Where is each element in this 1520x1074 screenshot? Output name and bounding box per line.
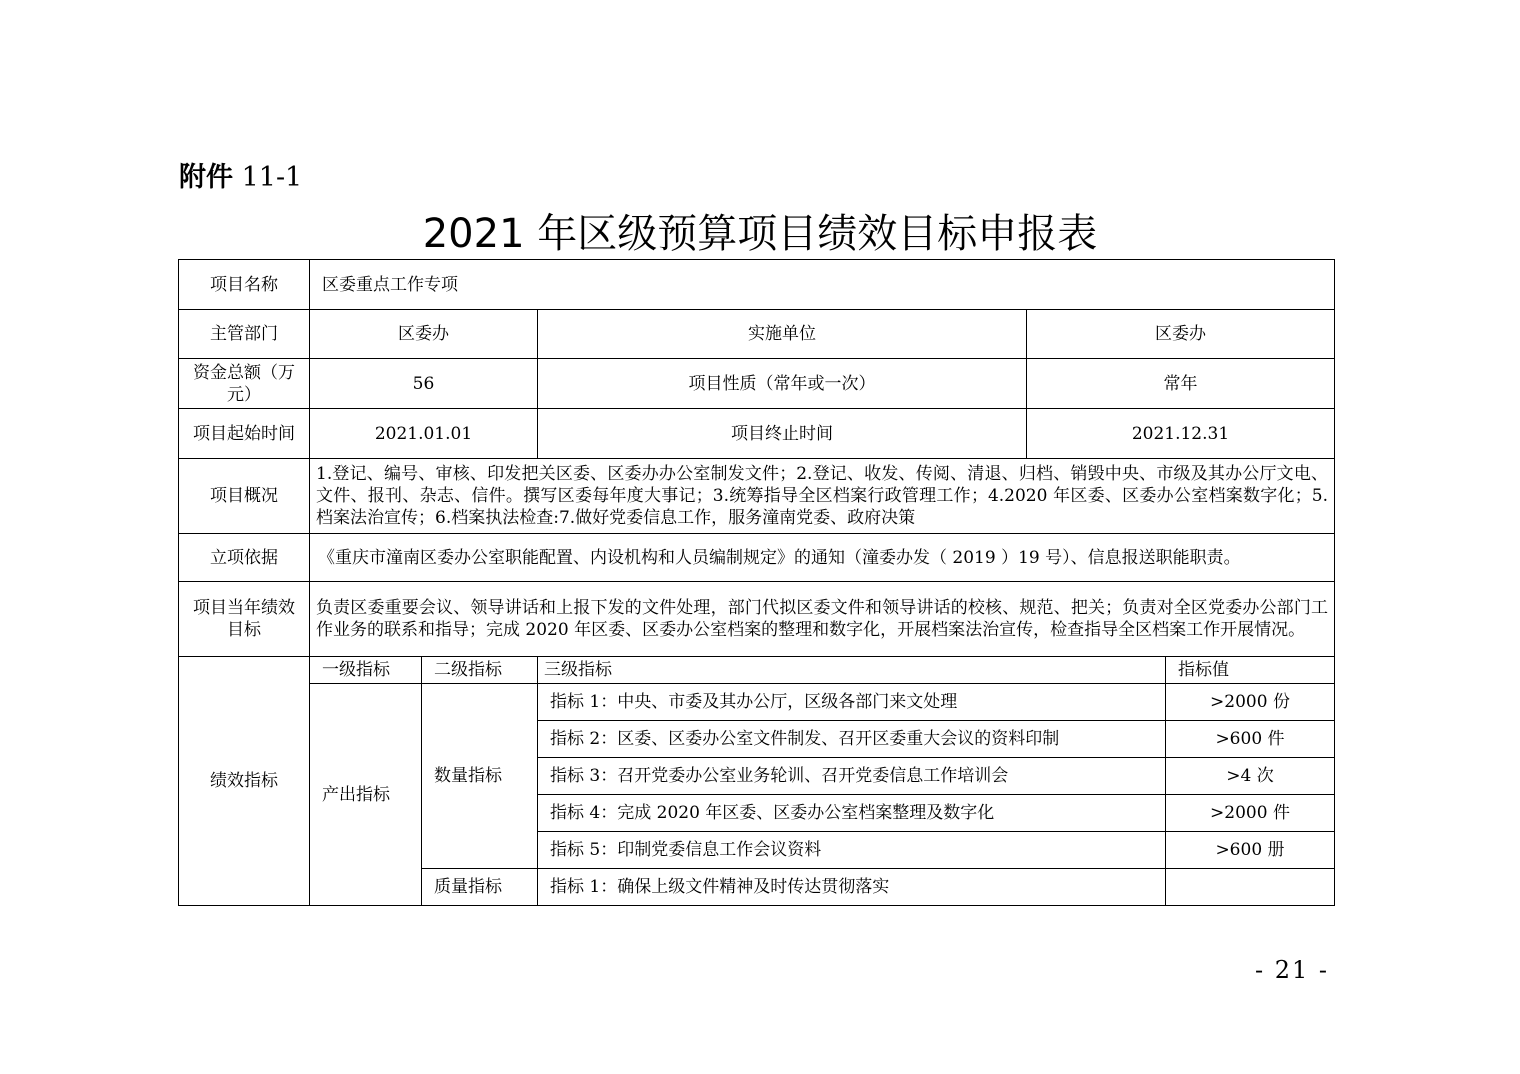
indicator-value: >600 件 — [1166, 721, 1335, 758]
attachment-number: 11-1 — [233, 162, 303, 193]
unit-value: 区委办 — [1027, 310, 1335, 359]
fund-value: 56 — [310, 359, 538, 409]
indicator-name: 指标 5：印制党委信息工作会议资料 — [538, 832, 1166, 869]
nature-label: 项目性质（常年或一次） — [538, 359, 1027, 409]
unit-label: 实施单位 — [538, 310, 1027, 359]
start-time-label: 项目起始时间 — [179, 409, 310, 459]
page-title: 2021 年区级预算项目绩效目标申报表 — [422, 211, 1098, 257]
attachment-label — [179, 155, 302, 194]
indicator-name: 指标 1：确保上级文件精神及时传达贯彻落实 — [538, 869, 1166, 906]
indicator-name: 指标 1：中央、市委及其办公厅，区级各部门来文处理 — [538, 684, 1166, 721]
indicator-value: >4 次 — [1166, 758, 1335, 795]
page-number: - 21 - — [1255, 956, 1330, 984]
header-value: 指标值 — [1166, 657, 1335, 684]
level1-output: 产出指标 — [310, 684, 422, 906]
basis-value: 《重庆市潼南区委办公室职能配置、内设机构和人员编制规定》的通知（潼委办发（ 2019 ）19 号）、信息报送职能职责。 — [310, 534, 1335, 582]
basis-label: 立项依据 — [179, 534, 310, 582]
project-name-value: 区委重点工作专项 — [310, 260, 1335, 310]
indicators-label: 绩效指标 — [179, 657, 310, 906]
overview-value: 1.登记、编号、审核、印发把关区委、区委办办公室制发文件；2.登记、收发、传阅、清退、归档、销毁中央、市级及其办公厅文电、文件、报刊、杂志、信件。撰写区委每年度大事记；3.统筹指导全区档案行政管理工作；4.2020 年区委、区委办公室档案数字化；5.档案法治宣传；6.档案执法检查:7.做好党委信息工作，服务潼南党委、政府决策 — [310, 459, 1335, 534]
dept-value: 区委办 — [310, 310, 538, 359]
indicator-value: >2000 份 — [1166, 684, 1335, 721]
project-name-label: 项目名称 — [179, 260, 310, 310]
level2-quality: 质量指标 — [422, 869, 538, 906]
indicator-name: 指标 3：召开党委办公室业务轮训、召开党委信息工作培训会 — [538, 758, 1166, 795]
level2-quantity: 数量指标 — [422, 684, 538, 869]
indicator-name: 指标 4：完成 2020 年区委、区委办公室档案整理及数字化 — [538, 795, 1166, 832]
dept-label: 主管部门 — [179, 310, 310, 359]
goal-value: 负责区委重要会议、领导讲话和上报下发的文件处理，部门代拟区委文件和领导讲话的校核、规范、把关；负责对全区党委办公部门工作业务的联系和指导；完成 2020 年区委、区委办公室档案的整理和数字化，开展档案法治宣传，检查指导全区档案工作开展情况。 — [310, 582, 1335, 657]
fund-label: 资金总额（万元） — [179, 359, 310, 409]
header-level2: 二级指标 — [422, 657, 538, 684]
indicator-value: >2000 件 — [1166, 795, 1335, 832]
performance-table — [178, 259, 1335, 906]
header-level1: 一级指标 — [310, 657, 422, 684]
attachment-label-cn: 附件 — [179, 162, 233, 193]
start-time-value: 2021.01.01 — [310, 409, 538, 459]
end-time-label: 项目终止时间 — [538, 409, 1027, 459]
indicator-name: 指标 2：区委、区委办公室文件制发、召开区委重大会议的资料印制 — [538, 721, 1166, 758]
goal-label: 项目当年绩效目标 — [179, 582, 310, 657]
overview-label: 项目概况 — [179, 459, 310, 534]
indicator-value: >600 册 — [1166, 832, 1335, 869]
end-time-value: 2021.12.31 — [1027, 409, 1335, 459]
nature-value: 常年 — [1027, 359, 1335, 409]
indicator-value — [1166, 869, 1335, 906]
header-level3: 三级指标 — [538, 657, 1166, 684]
